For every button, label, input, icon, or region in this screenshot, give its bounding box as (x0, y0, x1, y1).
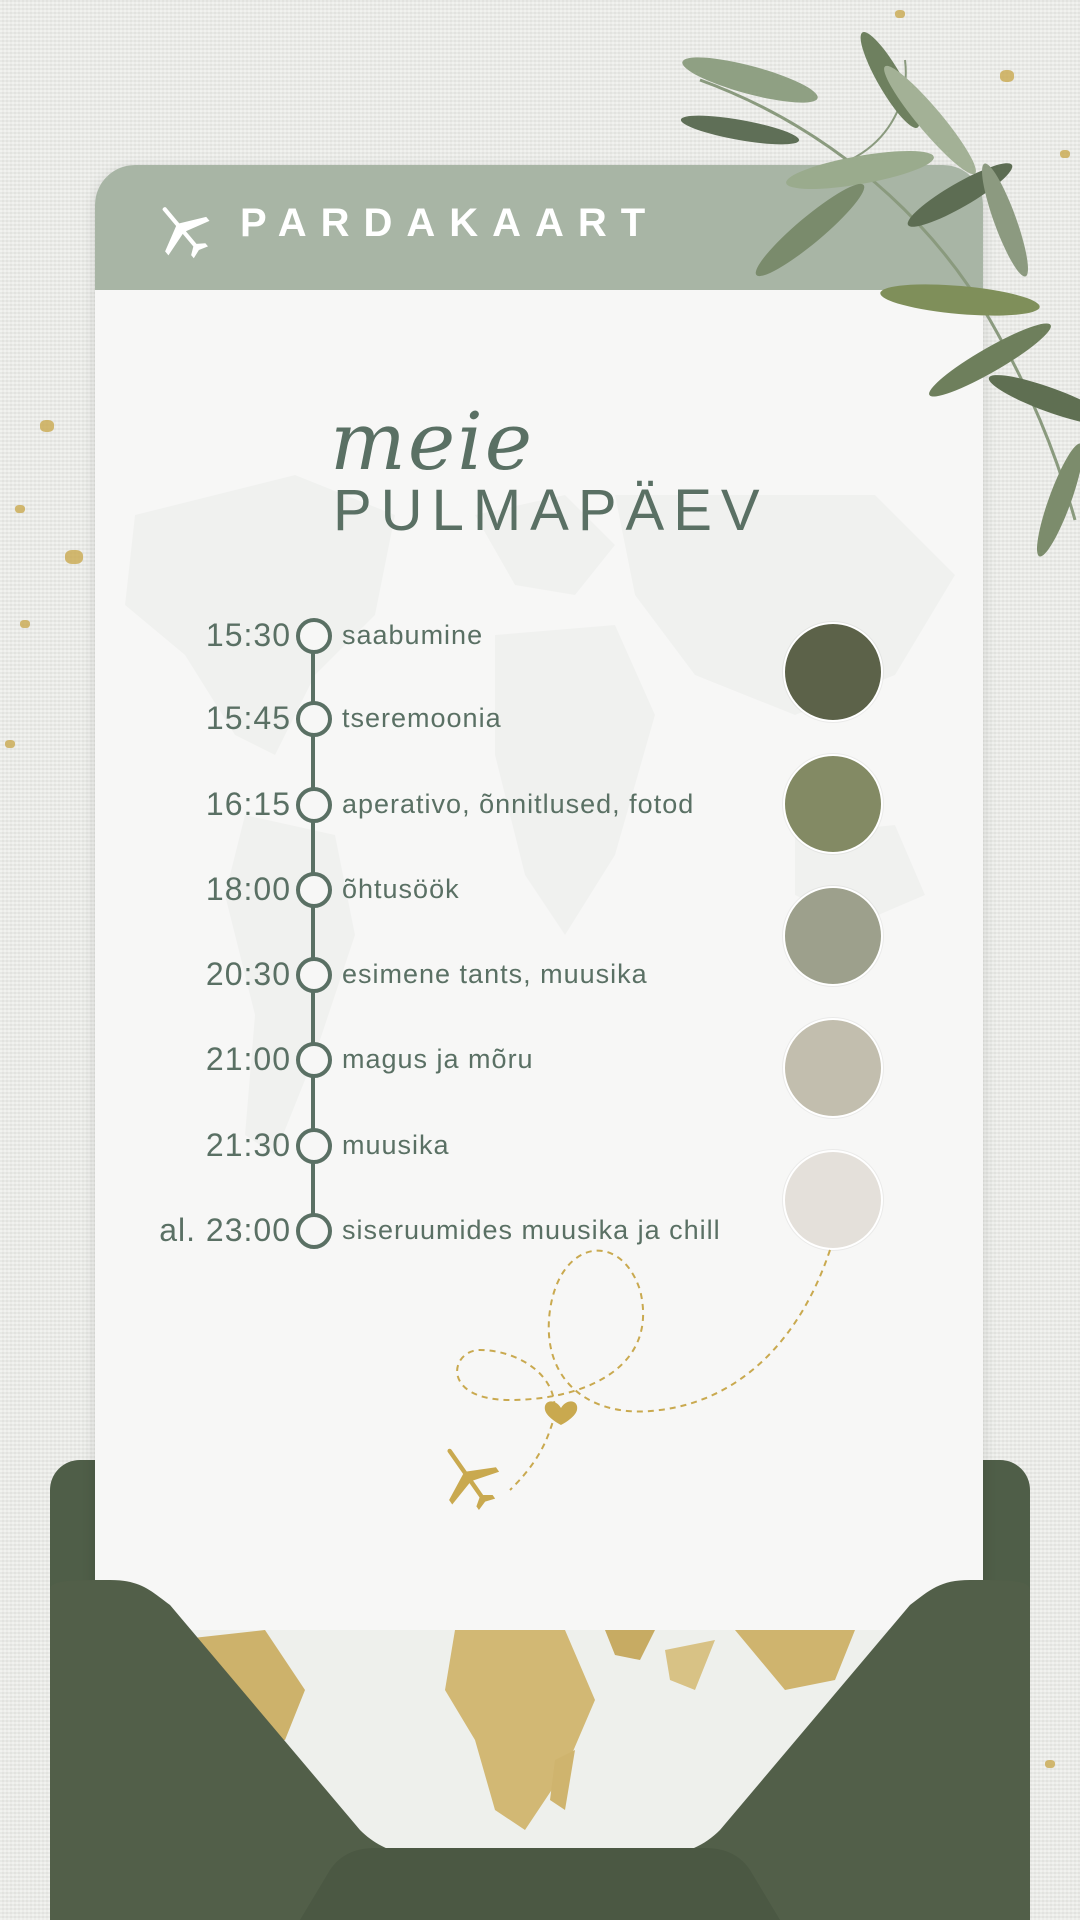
gold-fleck (65, 550, 83, 564)
main-title: PULMAPÄEV (333, 478, 769, 543)
script-title: meie (330, 395, 535, 488)
timeline-dot (296, 1042, 332, 1078)
dashed-route (457, 1250, 830, 1490)
timeline-dot (296, 957, 332, 993)
gold-fleck (40, 420, 54, 432)
olive-branch (660, 20, 1080, 560)
gold-airplane-icon (425, 1433, 511, 1521)
gold-fleck (5, 740, 15, 748)
flight-path (360, 1080, 860, 1550)
schedule-time: 18:00 (205, 871, 291, 907)
schedule-event: siseruumides muusika ja chill (342, 1215, 721, 1245)
schedule-time: 16:15 (205, 786, 291, 822)
schedule-event: aperativo, õnnitlused, fotod (342, 789, 695, 819)
schedule-event: esimene tants, muusika (342, 959, 648, 989)
timeline-dot (296, 618, 332, 654)
schedule-event: muusika (342, 1130, 450, 1160)
timeline-dot (296, 1213, 332, 1249)
palette-swatch (783, 622, 883, 722)
timeline-dot (296, 701, 332, 737)
schedule-time: al. 23:00 (159, 1212, 291, 1248)
timeline-dot (296, 872, 332, 908)
palette-swatch (783, 754, 883, 854)
gold-fleck (15, 505, 25, 513)
schedule-event: saabumine (342, 620, 484, 650)
gold-fleck (20, 620, 30, 628)
timeline-dot (296, 1128, 332, 1164)
schedule-time: 21:30 (205, 1127, 291, 1163)
envelope-front (0, 1560, 1080, 1920)
airplane-icon (150, 198, 216, 264)
schedule-time: 15:45 (205, 700, 291, 736)
schedule-time: 15:30 (205, 617, 291, 653)
schedule-event: tseremoonia (342, 703, 502, 733)
palette-swatch (783, 886, 883, 986)
schedule-event: õhtusöök (342, 874, 460, 904)
gold-fleck (895, 10, 905, 18)
heart-icon (545, 1401, 577, 1425)
schedule-event: magus ja mõru (342, 1044, 534, 1074)
schedule-time: 20:30 (205, 956, 291, 992)
timeline-dot (296, 787, 332, 823)
schedule-time: 21:00 (205, 1041, 291, 1077)
header-title: PARDAKAART (240, 201, 660, 245)
